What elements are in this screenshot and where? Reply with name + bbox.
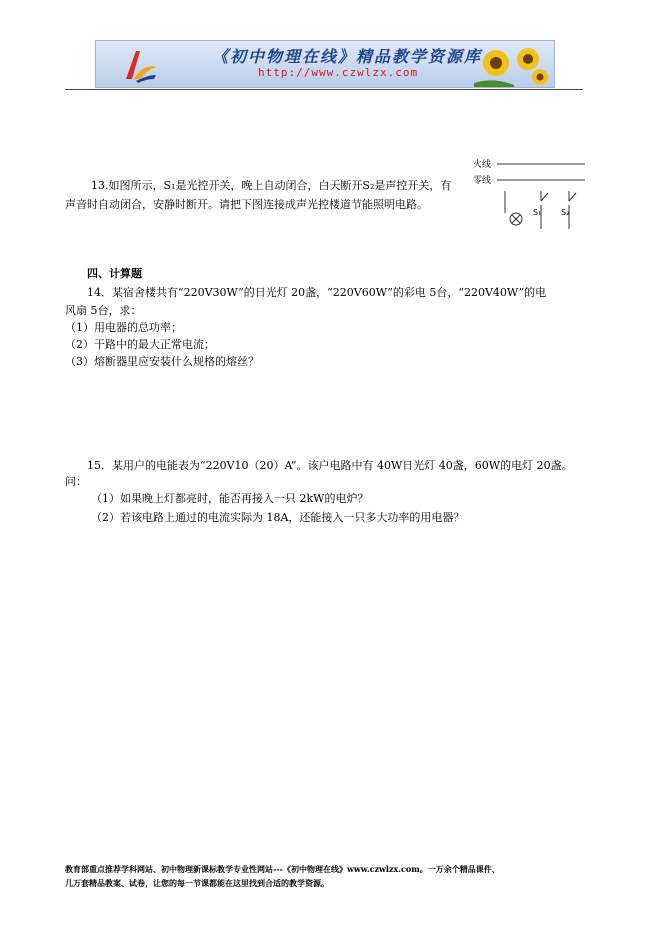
question-14-item-2: （2）干路中的最大正常电流； — [65, 338, 215, 351]
question-14-item-3: （3）熔断器里应安装什么规格的熔丝？ — [65, 355, 259, 368]
fire-line-label: 火线 — [473, 160, 492, 170]
switch-s1-icon — [541, 193, 548, 201]
question-15-item-2: （2）若该电路上通过的电流实际为 18A，还能接入一只多大功率的用电器？ — [91, 511, 465, 524]
switch-s1-label: S₁ — [533, 208, 542, 217]
site-title: 《初中物理在线》精品教学资源库 — [212, 47, 483, 66]
question-14-line1: 14．某宿舍楼共有“220V30W”的日光灯 20盏，“220V60W”的彩电 5台，“220V40W”的电 — [87, 286, 547, 299]
footer-line-1: 教育部重点推荐学科网站、初中物理新课标教学专业性网站---《初中物理在线》www.czwlzx.com。一万余个精品课件、 — [65, 864, 500, 874]
header-rule — [65, 89, 583, 90]
question-13-text: 13.如图所示，S₁是光控开关，晚上自动闭合，白天断开S₂是声控开关，有声音时自动闭合，安静时断开。请把下图连接成声光控楼道节能照明电路。 — [65, 179, 452, 211]
question-14-line2: 风扇 5台，求： — [65, 304, 142, 317]
sunflower-icon — [474, 43, 550, 87]
question-15-line1: 15．某用户的电能表为“220V10（20）A”。该户电路中有 40W日光灯 40盏，60W的电灯 20盏。 — [87, 459, 573, 472]
site-url[interactable]: http://www.czwlzx.com — [258, 66, 419, 79]
footer-line-2: 几万套精品教案、试卷，让您的每一节课都能在这里找到合适的教学资源。 — [65, 878, 329, 888]
question-15-item-1: （1）如果晚上灯都亮时，能否再接入一只 2kW的电炉？ — [91, 492, 369, 505]
site-logo-icon — [122, 45, 158, 83]
section-title: 四、计算题 — [87, 267, 142, 280]
circuit-diagram — [473, 157, 588, 232]
question-15-line2: 问： — [65, 475, 87, 488]
header-banner — [95, 40, 555, 88]
page-footer — [65, 862, 500, 890]
switch-s2-label: S₂ — [561, 208, 570, 217]
switch-s2-icon — [569, 193, 576, 201]
neutral-line-label: 零线 — [473, 176, 492, 186]
question-14-item-1: （1）用电器的总功率； — [65, 321, 182, 334]
